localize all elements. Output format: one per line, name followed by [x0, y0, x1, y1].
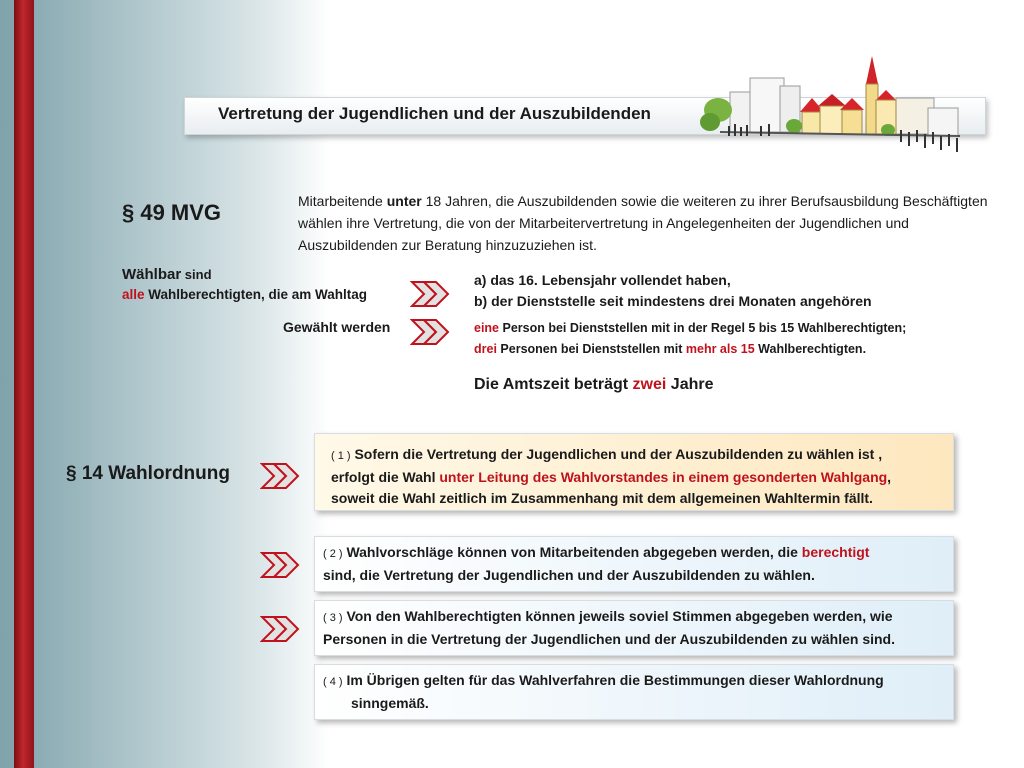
- double-chevron-right-icon: [260, 550, 300, 580]
- gewaehlt-label: Gewählt werden: [283, 319, 391, 335]
- list-item: eine Person bei Dienststellen mit in der Regel 5 bis 15 Wahlberechtigten;: [474, 321, 907, 335]
- amtszeit-text: Die Amtszeit beträgt zwei Jahre: [474, 376, 714, 393]
- double-chevron-right-icon: [410, 279, 450, 309]
- wahlordnung-heading: § 14 Wahlordnung: [66, 463, 230, 484]
- double-chevron-right-icon: [410, 317, 450, 347]
- waehlbar-block: Wählbar sind alle Wahlberechtigten, die am Wahltag: [122, 266, 368, 302]
- page-title: Vertretung der Jugendlichen und der Auszubildenden: [218, 104, 651, 123]
- side-accent-bar: [14, 0, 34, 768]
- mvg-paragraph: Mitarbeitende unter 18 Jahren, die Auszubildenden sowie die weiteren zu ihrer Berufsausbildung Beschäftigten wählen ihre Vertretung, die von der Mitarbeitervertretung in Angelegenheiten der Jugendlichen und Auszubildenden zur Beratung hinzuzuziehen ist.: [298, 193, 988, 253]
- list-item: drei Personen bei Dienststellen mit mehr als 15 Wahlberechtigten.: [474, 342, 867, 356]
- waehlbar-conditions: [474, 270, 872, 312]
- waehlbar-label: Wählbar: [122, 266, 182, 283]
- paragraph-box-1: ( 1 ) Sofern die Vertretung der Jugendlichen und der Auszubildenden zu wählen ist , erfolgt die Wahl unter Leitung des Wahlvorstandes in einem gesonderten Wahlgang, soweit die Wahl zeitlich im Zusammenhang mit dem allgemeinen Wahltermin fällt.: [314, 433, 954, 511]
- double-chevron-right-icon: [260, 614, 300, 644]
- town-illustration-icon: [700, 52, 976, 162]
- list-item: a) das 16. Lebensjahr vollendet haben,: [474, 272, 731, 288]
- paragraph-box-4: ( 4 ) Im Übrigen gelten für das Wahlverfahren die Bestimmungen dieser Wahlordnung sinngemäß.: [314, 664, 954, 720]
- mvg-heading: § 49 MVG: [122, 200, 222, 225]
- double-chevron-right-icon: [260, 461, 300, 491]
- gewaehlt-rules: [474, 318, 906, 360]
- paragraph-box-3: ( 3 ) Von den Wahlberechtigten können jeweils soviel Stimmen abgegeben werden, wie Personen in die Vertretung der Jugendlichen und der Auszubildenden zu wählen sind.: [314, 600, 954, 656]
- paragraph-box-2: ( 2 ) Wahlvorschläge können von Mitarbeitenden abgegeben werden, die berechtigt sind, die Vertretung der Jugendlichen und der Auszubildenden zu wählen.: [314, 536, 954, 592]
- list-item: b) der Dienststelle seit mindestens drei Monaten angehören: [474, 293, 872, 309]
